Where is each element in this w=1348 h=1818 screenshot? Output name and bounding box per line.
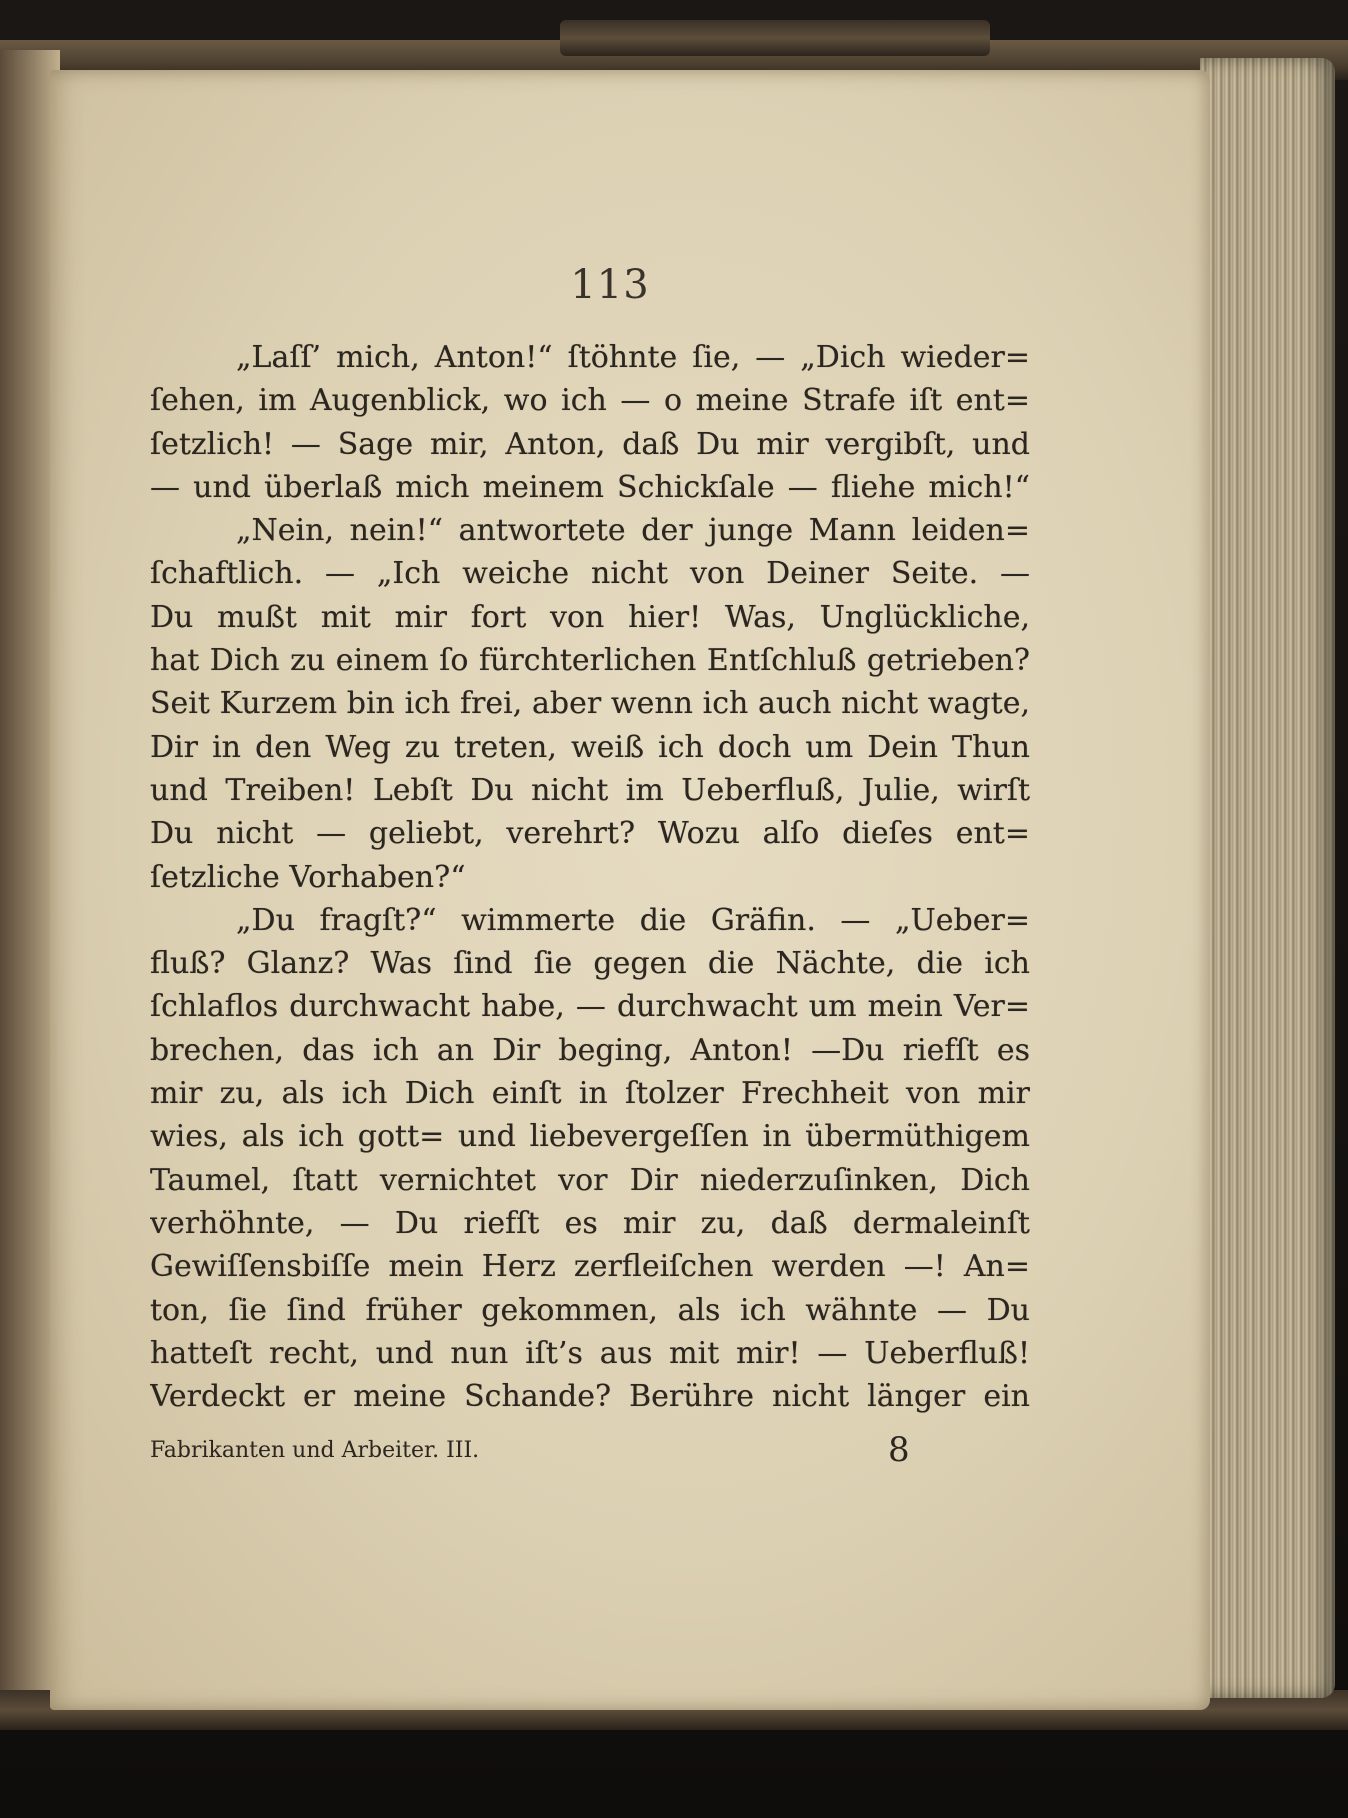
text-line: — und überlaß mich meinem Schickſale — fliehe mich!“ [150, 469, 1030, 505]
text-line: wies, als ich gott= und liebevergeſſen in übermüthigem [150, 1119, 1030, 1155]
body-text [150, 336, 1030, 1418]
text-line: Taumel, ſtatt vernichtet vor Dir niederzuſinken, Dich [150, 1162, 1030, 1198]
text-line: fluß? Glanz? Was ſind ſie gegen die Nächte, die ich [150, 946, 1030, 982]
text-line: ton, ſie ſind früher gekommen, als ich wähnte — Du [150, 1292, 1030, 1328]
text-line: und Treiben! Lebſt Du nicht im Ueberfluß, Julie, wirſt [150, 772, 1030, 808]
text-line: Du nicht — geliebt, verehrt? Wozu alſo dieſes ent= [150, 816, 1030, 852]
text-line: ſchlaflos durchwacht habe, — durchwacht um mein Ver= [150, 989, 1030, 1025]
text-line: brechen, das ich an Dir beging, Anton! —Du riefſt es [150, 1032, 1030, 1068]
text-line: hat Dich zu einem ſo fürchterlichen Entſchluß getrieben? [150, 643, 1030, 679]
text-line: ſehen, im Augenblick, wo ich — o meine Strafe iſt ent= [150, 383, 1030, 419]
text-line: Verdeckt er meine Schande? Berühre nicht länger ein [150, 1379, 1030, 1415]
text-line: Seit Kurzem bin ich frei, aber wenn ich auch nicht wagte, [150, 686, 1030, 722]
signature-line: Fabrikanten und Arbeiter. III. [150, 1438, 480, 1463]
text-line: hatteſt recht, und nun iſt’s aus mit mir! — Ueberfluß! [150, 1335, 1030, 1371]
page-footer [150, 1430, 910, 1470]
text-line: „Du fragſt?“ wimmerte die Gräfin. — „Ueber= [236, 902, 1030, 938]
text-line: verhöhnte, — Du riefſt es mir zu, daß dermaleinſt [150, 1205, 1030, 1241]
text-line: Gewiſſensbiſſe mein Herz zerfleiſchen werden —! An= [150, 1249, 1030, 1285]
text-line: ſchaftlich. — „Ich weiche nicht von Deiner Seite. — [150, 556, 1030, 592]
page-edges [1200, 58, 1335, 1698]
text-line: Dir in den Weg zu treten, weiß ich doch um Dein Thun [150, 729, 1030, 765]
text-line: ſetzliche Vorhaben?“ [150, 859, 466, 895]
sheet-number: 8 [888, 1430, 910, 1470]
text-line: „Laſſ’ mich, Anton!“ ſtöhnte ſie, — „Dich wieder= [236, 340, 1030, 375]
text-line: Du mußt mit mir fort von hier! Was, Unglückliche, [150, 599, 1030, 635]
page-number: 113 [570, 262, 650, 308]
text-line: mir zu, als ich Dich einſt in ſtolzer Frechheit von mir [150, 1076, 1030, 1112]
text-line: ſetzlich! — Sage mir, Anton, daß Du mir vergibſt, und [150, 426, 1030, 462]
torn-spine [560, 20, 990, 56]
text-line: „Nein, nein!“ antwortete der junge Mann leiden= [236, 513, 1030, 549]
